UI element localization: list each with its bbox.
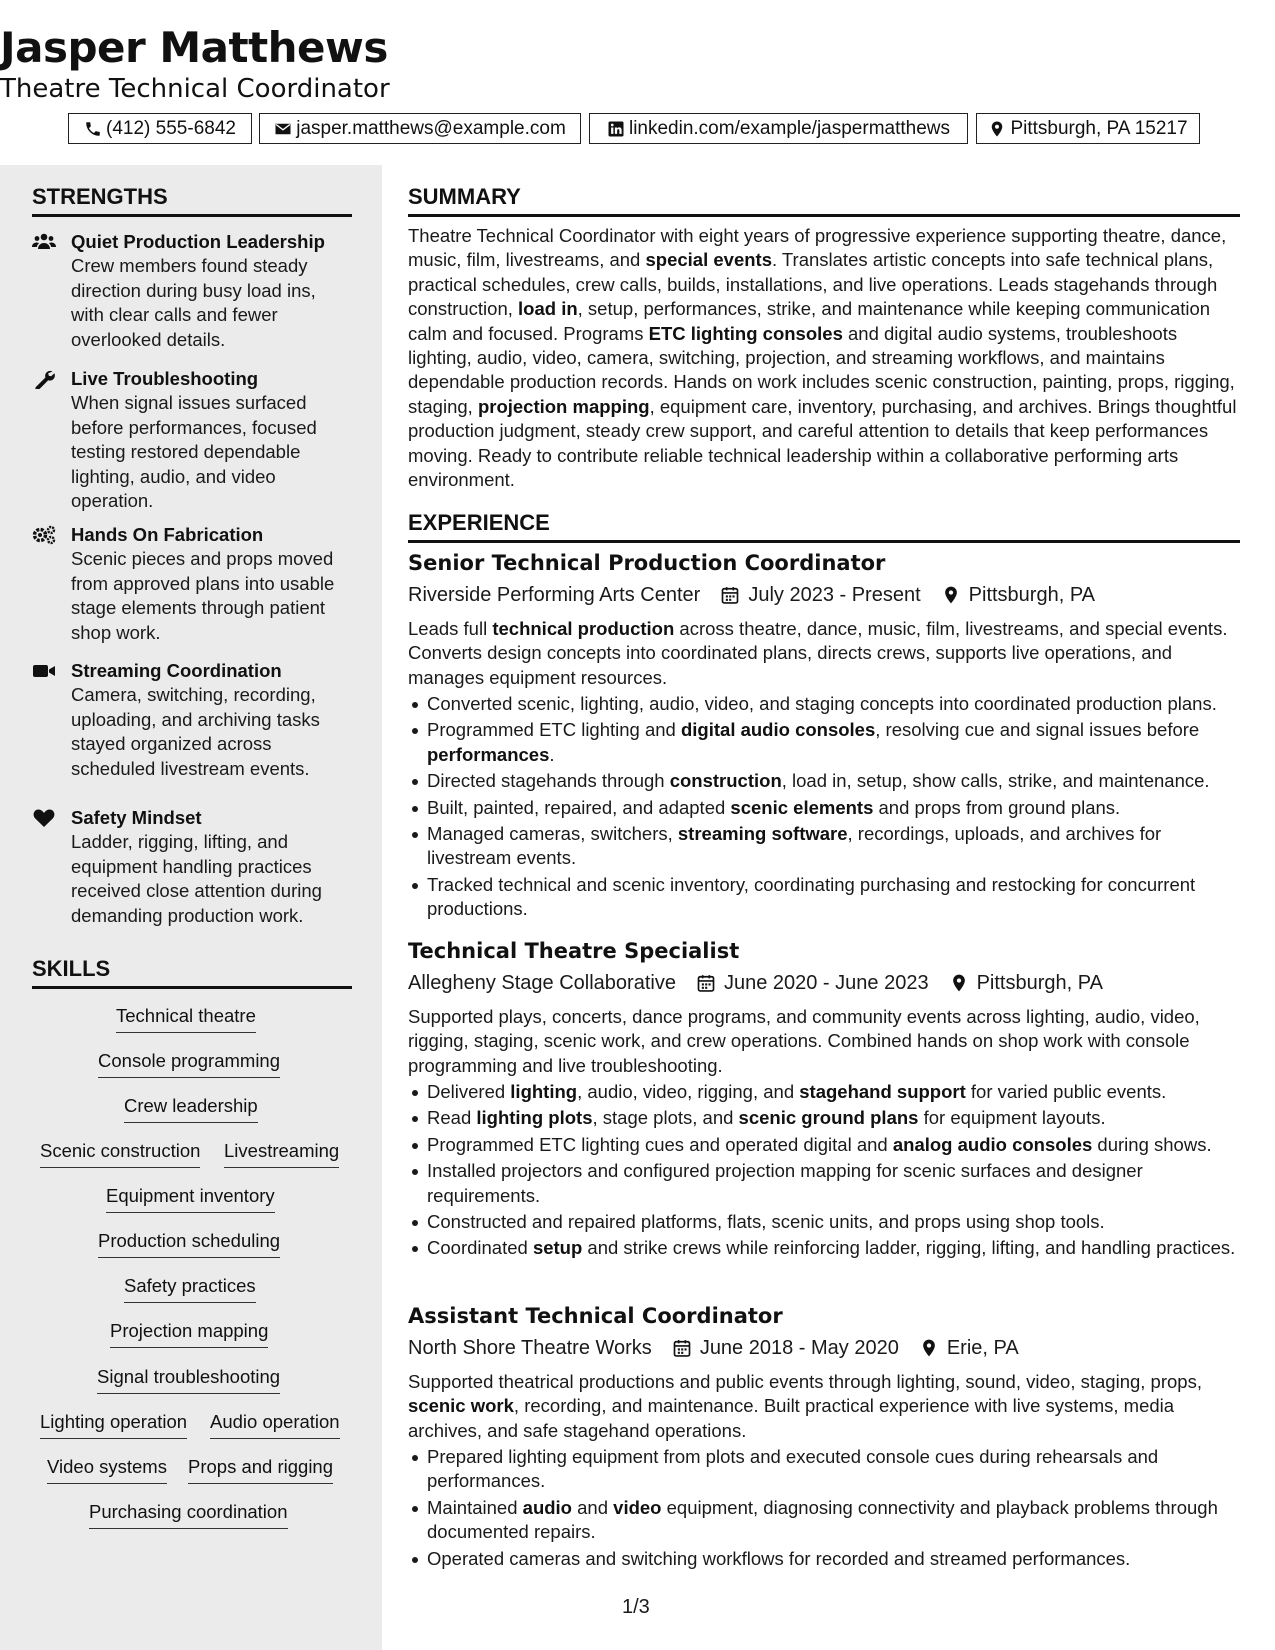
experience-rule [408,540,1240,543]
job-company: Allegheny Stage Collaborative [408,971,676,994]
list-item: Tracked technical and scenic inventory, coordinating purchasing and restocking for concurrent productions. [408,873,1242,922]
strength-title: Safety Mindset [71,807,202,828]
map-pin-icon [941,585,961,605]
contact-email[interactable] [259,113,581,144]
job-title: Senior Technical Production Coordinator [408,551,886,575]
calendar-icon [672,1338,692,1358]
job-meta [408,970,1103,996]
job-dates: June 2020 - June 2023 [723,971,929,994]
skill-tag: Purchasing coordination [89,1500,288,1529]
strength-item [32,523,352,645]
job-bullets [408,1445,1242,1573]
strength-item [32,230,352,352]
map-pin-icon [919,1338,939,1358]
summary-title: SUMMARY [408,184,521,209]
job-company: Riverside Performing Arts Center [408,583,701,606]
skill-tag: Video systems [47,1455,167,1484]
skills-title: SKILLS [32,956,111,981]
list-item: Programmed ETC lighting cues and operated digital and analog audio consoles during shows. [408,1133,1242,1157]
skill-tag: Safety practices [124,1274,256,1303]
strength-desc: Scenic pieces and props moved from approved plans into usable stage elements through patient shop work. [71,548,335,643]
job-title: Technical Theatre Specialist [408,939,740,963]
strength-item [32,806,352,928]
location-text: Pittsburgh, PA 15217 [1010,117,1188,139]
skills-rule [32,986,352,989]
skill-tag: Audio operation [210,1410,340,1439]
skill-tag: Crew leadership [124,1094,258,1123]
job-location: Pittsburgh, PA [976,971,1103,994]
contact-phone[interactable] [68,113,252,144]
strength-title: Live Troubleshooting [71,368,259,389]
list-item: Built, painted, repaired, and adapted scenic elements and props from ground plans. [408,796,1242,820]
strength-item [32,367,352,514]
calendar-icon [696,973,716,993]
strength-title: Hands On Fabrication [71,524,264,545]
job-company: North Shore Theatre Works [408,1336,652,1359]
list-item: Prepared lighting equipment from plots and executed console cues during rehearsals and performances. [408,1445,1242,1494]
heart-icon [32,808,56,828]
contact-location[interactable] [976,113,1200,144]
calendar-icon [720,585,740,605]
skill-tag: Equipment inventory [106,1184,275,1213]
job-title: Assistant Technical Coordinator [408,1304,783,1328]
page-number: 1/3 [622,1596,650,1618]
job-bullets [408,692,1242,924]
summary-text: Theatre Technical Coordinator with eight years of progressive experience supporting theatre, dance, music, film, livestreams, and special events. Translates artistic concepts into safe technical plans, practical schedules, crew calls, builds, installations, and live operations. Leads stagehands through construction, load in, setup, performances, strike, and maintenance while keeping communication calm and focused. Programs ETC lighting consoles and digital audio systems, troubleshoots lighting, audio, video, camera, switching, projection, and streaming workflows, and maintains dependable production records. Hands on work includes scenic construction, painting, props, rigging, staging, projection mapping, equipment care, inventory, purchasing, and archives. Brings thoughtful production judgment, steady crew support, and careful attention to details that keep performances moving. Ready to contribute reliable technical leadership within a collaborative performing arts environment. [408,225,1237,491]
role-subtitle: Theatre Technical Coordinator [0,74,390,104]
linkedin-text: linkedin.com/example/jaspermatthews [628,117,951,139]
job-dates: July 2023 - Present [748,583,921,606]
strengths-rule [32,214,352,217]
list-item: Installed projectors and configured projection mapping for scenic surfaces and designer requirements. [408,1159,1242,1208]
strength-desc: Crew members found steady direction during busy load ins, with clear calls and fewer overlooked details. [71,255,316,350]
video-camera-icon [32,661,56,681]
linkedin-icon [607,120,625,138]
strength-title: Streaming Coordination [71,660,282,681]
users-icon [32,232,56,252]
list-item: Constructed and repaired platforms, flats, scenic units, and props using shop tools. [408,1210,1242,1234]
list-item: Converted scenic, lighting, audio, video, and staging concepts into coordinated production plans. [408,692,1242,716]
list-item: Directed stagehands through construction, load in, setup, show calls, strike, and maintenance. [408,769,1242,793]
list-item: Coordinated setup and strike crews while reinforcing ladder, rigging, lifting, and handling practices. [408,1236,1242,1260]
skill-tag: Production scheduling [98,1229,280,1258]
job-desc: Leads full technical production across theatre, dance, music, film, livestreams, and special events. Converts design concepts into coordinated plans, directs crews, supports live operations, and manages equipment resources. [408,618,1228,688]
map-pin-icon [949,973,969,993]
gears-icon [32,525,56,545]
phone-icon [84,120,102,138]
wrench-icon [32,369,56,389]
skill-tag: Console programming [98,1049,280,1078]
map-pin-icon [988,120,1006,138]
job-location: Erie, PA [946,1336,1019,1359]
skill-tag: Props and rigging [188,1455,333,1484]
job-desc: Supported theatrical productions and public events through lighting, sound, video, staging, props, scenic work, recording, and maintenance. Built practical experience with live systems, media archives, and safe stagehand operations. [408,1371,1202,1441]
contact-linkedin[interactable] [589,113,968,144]
list-item: Delivered lighting, audio, video, rigging, and stagehand support for varied public events. [408,1080,1242,1104]
strength-desc: Camera, switching, recording, uploading, and archiving tasks stayed organized across scheduled livestream events. [71,684,320,779]
skill-tag: Projection mapping [110,1319,268,1348]
list-item: Read lighting plots, stage plots, and scenic ground plans for equipment layouts. [408,1106,1242,1130]
strength-desc: Ladder, rigging, lifting, and equipment handling practices received close attention during demanding production work. [71,831,322,926]
skill-tag: Signal troubleshooting [97,1365,280,1394]
strengths-title: STRENGTHS [32,184,168,209]
job-bullets [408,1080,1242,1263]
list-item: Managed cameras, switchers, streaming software, recordings, uploads, and archives for livestream events. [408,822,1242,871]
job-meta [408,1335,1019,1361]
job-location: Pittsburgh, PA [968,583,1096,606]
skill-tag: Technical theatre [116,1004,256,1033]
job-dates: June 2018 - May 2020 [699,1336,899,1359]
job-desc: Supported plays, concerts, dance programs, and community events across lighting, audio, video, rigging, staging, scenic work, and crew operations. Combined hands on shop work with console programming and live troubleshooting. [408,1006,1200,1076]
list-item: Programmed ETC lighting and digital audio consoles, resolving cue and signal issues before performances. [408,718,1242,767]
summary-rule [408,214,1240,217]
job-meta [408,582,1095,608]
skill-tag: Lighting operation [40,1410,187,1439]
phone-text: (412) 555-6842 [106,117,236,139]
strength-title: Quiet Production Leadership [71,231,325,252]
experience-title: EXPERIENCE [408,510,550,535]
list-item: Maintained audio and video equipment, diagnosing connectivity and playback problems through documented repairs. [408,1496,1242,1545]
email-text: jasper.matthews@example.com [296,117,566,139]
strength-item [32,659,352,781]
skill-tag: Scenic construction [40,1139,200,1168]
name-heading: Jasper Matthews [0,23,388,72]
list-item: Operated cameras and switching workflows for recorded and streamed performances. [408,1547,1242,1571]
strength-desc: When signal issues surfaced before performances, focused testing restored dependable lighting, audio, and video operation. [71,392,317,511]
envelope-icon [274,120,292,138]
skill-tag: Livestreaming [224,1139,339,1168]
